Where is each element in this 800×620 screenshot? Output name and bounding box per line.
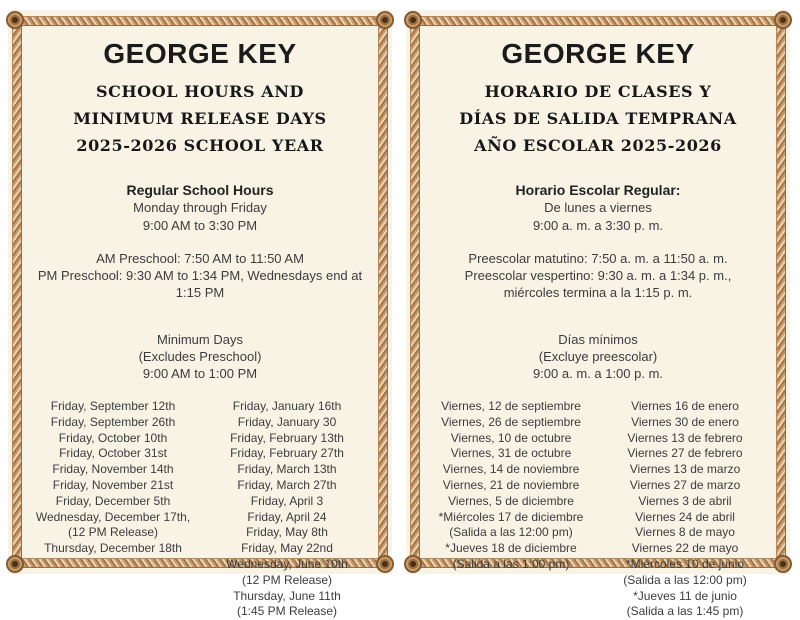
grommet-icon — [376, 555, 394, 573]
hours-line: 9:00 AM to 3:30 PM — [142, 218, 258, 233]
minimum-days-heading: Días mínimos — [558, 332, 638, 347]
minimum-days-date-list — [26, 399, 374, 620]
minimum-days-section — [424, 331, 772, 382]
date-item: (1:45 PM Release) — [236, 604, 338, 619]
date-item: (Salida a las 1:45 pm) — [626, 604, 744, 619]
date-item: Viernes, 14 de noviembre — [442, 462, 580, 477]
preschool-line: PM Preschool: 9:30 AM to 1:34 PM, Wednesdays end at 1:15 PM — [37, 268, 363, 300]
minimum-days-lines — [424, 348, 772, 382]
regular-hours-lines — [26, 199, 374, 235]
date-item: Friday, December 5th — [55, 493, 171, 508]
page-subtitles — [424, 78, 772, 159]
date-item: Friday, February 27th — [230, 446, 344, 461]
date-item: Viernes 3 de abril — [638, 493, 732, 508]
date-item: Viernes 30 de enero — [631, 414, 739, 429]
date-item: *Jueves 11 de junio — [633, 588, 737, 603]
date-item: Viernes, 26 de septiembre — [441, 414, 581, 429]
date-item: Thursday, December 18th — [44, 541, 182, 556]
subtitle-line: HORARIO DE CLASES Y — [484, 82, 712, 101]
minimum-days-line: 9:00 AM to 1:00 PM — [142, 366, 258, 381]
regular-hours-section — [26, 181, 374, 235]
grommet-icon — [404, 555, 422, 573]
date-item: Viernes, 5 de diciembre — [448, 493, 574, 508]
preschool-line: Preescolar matutino: 7:50 a. m. a 11:50 a. m. — [468, 251, 728, 266]
date-item: Viernes 24 de abril — [635, 509, 735, 524]
grommet-icon — [376, 11, 394, 29]
grommet-icon — [6, 11, 24, 29]
date-item: Wednesday, June 10th — [226, 556, 348, 571]
date-item: (Salida a las 12:00 pm) — [449, 525, 573, 540]
date-item: Friday, November 21st — [52, 477, 174, 492]
date-item: Viernes 13 de febrero — [627, 430, 743, 445]
date-item: Viernes 13 de marzo — [629, 462, 741, 477]
date-item: Viernes 8 de mayo — [635, 525, 735, 540]
date-item: Viernes, 21 de noviembre — [442, 477, 580, 492]
subtitle-line: DÍAS DE SALIDA TEMPRANA — [459, 109, 737, 128]
date-column-1 — [424, 399, 598, 573]
date-column-2 — [200, 399, 374, 620]
rope-border-left — [410, 14, 420, 570]
date-item: Friday, March 27th — [237, 477, 337, 492]
grommet-icon — [6, 555, 24, 573]
hours-line: De lunes a viernes — [544, 200, 652, 215]
hours-line: Monday through Friday — [133, 200, 267, 215]
minimum-days-line: (Excludes Preschool) — [138, 349, 262, 364]
grommet-icon — [404, 11, 422, 29]
grommet-icon — [774, 555, 792, 573]
date-item: Friday, November 14th — [52, 462, 174, 477]
date-item: Viernes, 12 de septiembre — [441, 399, 581, 413]
preschool-hours-section — [26, 250, 374, 301]
minimum-days-section — [26, 331, 374, 382]
date-item: Wednesday, December 17th, — [35, 509, 191, 524]
regular-hours-section — [424, 181, 772, 235]
grommet-icon — [774, 11, 792, 29]
preschool-line: AM Preschool: 7:50 AM to 11:50 AM — [96, 251, 304, 266]
subtitle-line: AÑO ESCOLAR 2025-2026 — [474, 136, 722, 155]
date-item: *Miércoles 17 de diciembre — [438, 509, 584, 524]
minimum-days-line: 9:00 a. m. a 1:00 p. m. — [532, 366, 664, 381]
subtitle-line: 2025-2026 SCHOOL YEAR — [76, 136, 324, 155]
preschool-hours-section — [424, 250, 772, 301]
regular-hours-heading: Regular School Hours — [126, 182, 274, 198]
date-item: *Miércoles 10 de junio — [625, 556, 745, 571]
page-english-content — [26, 26, 374, 619]
subtitle-line: SCHOOL HOURS AND — [95, 82, 305, 101]
date-item: Friday, October 10th — [58, 430, 168, 445]
date-item: Friday, September 12th — [50, 399, 176, 413]
rope-border-right — [378, 14, 388, 570]
date-item: Viernes 16 de enero — [631, 399, 739, 413]
page-title: GEORGE KEY — [103, 38, 297, 69]
date-column-1 — [26, 399, 200, 557]
date-item: Friday, April 3 — [250, 493, 324, 508]
date-item: *Jueves 18 de diciembre — [445, 541, 577, 556]
regular-hours-lines — [424, 199, 772, 235]
preschool-line: Preescolar vespertino: 9:30 a. m. a 1:34 p. m., — [464, 268, 732, 283]
rope-border-left — [12, 14, 22, 570]
date-item: Viernes 27 de marzo — [629, 477, 741, 492]
date-item: Viernes 22 de mayo — [631, 541, 739, 556]
page-subtitles — [26, 78, 374, 159]
minimum-days-line: (Excluye preescolar) — [538, 349, 658, 364]
date-item: (Salida a las 12:00 pm) — [623, 572, 747, 587]
preschool-line: miércoles termina a la 1:15 p. m. — [503, 285, 693, 300]
date-item: Friday, April 24 — [247, 509, 327, 524]
minimum-days-heading: Minimum Days — [157, 332, 243, 347]
date-item: Friday, January 16th — [232, 399, 342, 413]
date-item: Viernes 27 de febrero — [627, 446, 743, 461]
date-item: Friday, May 22nd — [241, 541, 333, 556]
rope-border-right — [776, 14, 786, 570]
date-item: (12 PM Release) — [241, 572, 333, 587]
page-english — [8, 10, 392, 619]
page-title: GEORGE KEY — [501, 38, 695, 69]
hours-line: 9:00 a. m. a 3:30 p. m. — [532, 218, 664, 233]
regular-hours-heading: Horario Escolar Regular: — [515, 182, 681, 198]
date-item: (12 PM Release) — [67, 525, 159, 540]
date-item: Viernes, 31 de octubre — [450, 446, 572, 461]
rope-border-top — [410, 16, 786, 26]
page-spanish — [406, 10, 790, 619]
date-item: Friday, March 13th — [237, 462, 337, 477]
rope-border-top — [12, 16, 388, 26]
date-item: Friday, September 26th — [50, 414, 176, 429]
date-column-2 — [598, 399, 772, 620]
date-item: Friday, January 30 — [237, 414, 337, 429]
date-item: Thursday, June 11th — [233, 588, 341, 603]
date-item: Friday, February 13th — [230, 430, 344, 445]
minimum-days-date-list — [424, 399, 772, 620]
minimum-days-lines — [26, 348, 374, 382]
date-item: Friday, October 31st — [59, 446, 167, 461]
date-item: (Salida a las 1:00 pm) — [452, 556, 570, 571]
date-item: Friday, May 8th — [246, 525, 328, 540]
page-spanish-content — [424, 26, 772, 619]
date-item: Viernes, 10 de octubre — [450, 430, 572, 445]
subtitle-line: MINIMUM RELEASE DAYS — [73, 109, 327, 128]
